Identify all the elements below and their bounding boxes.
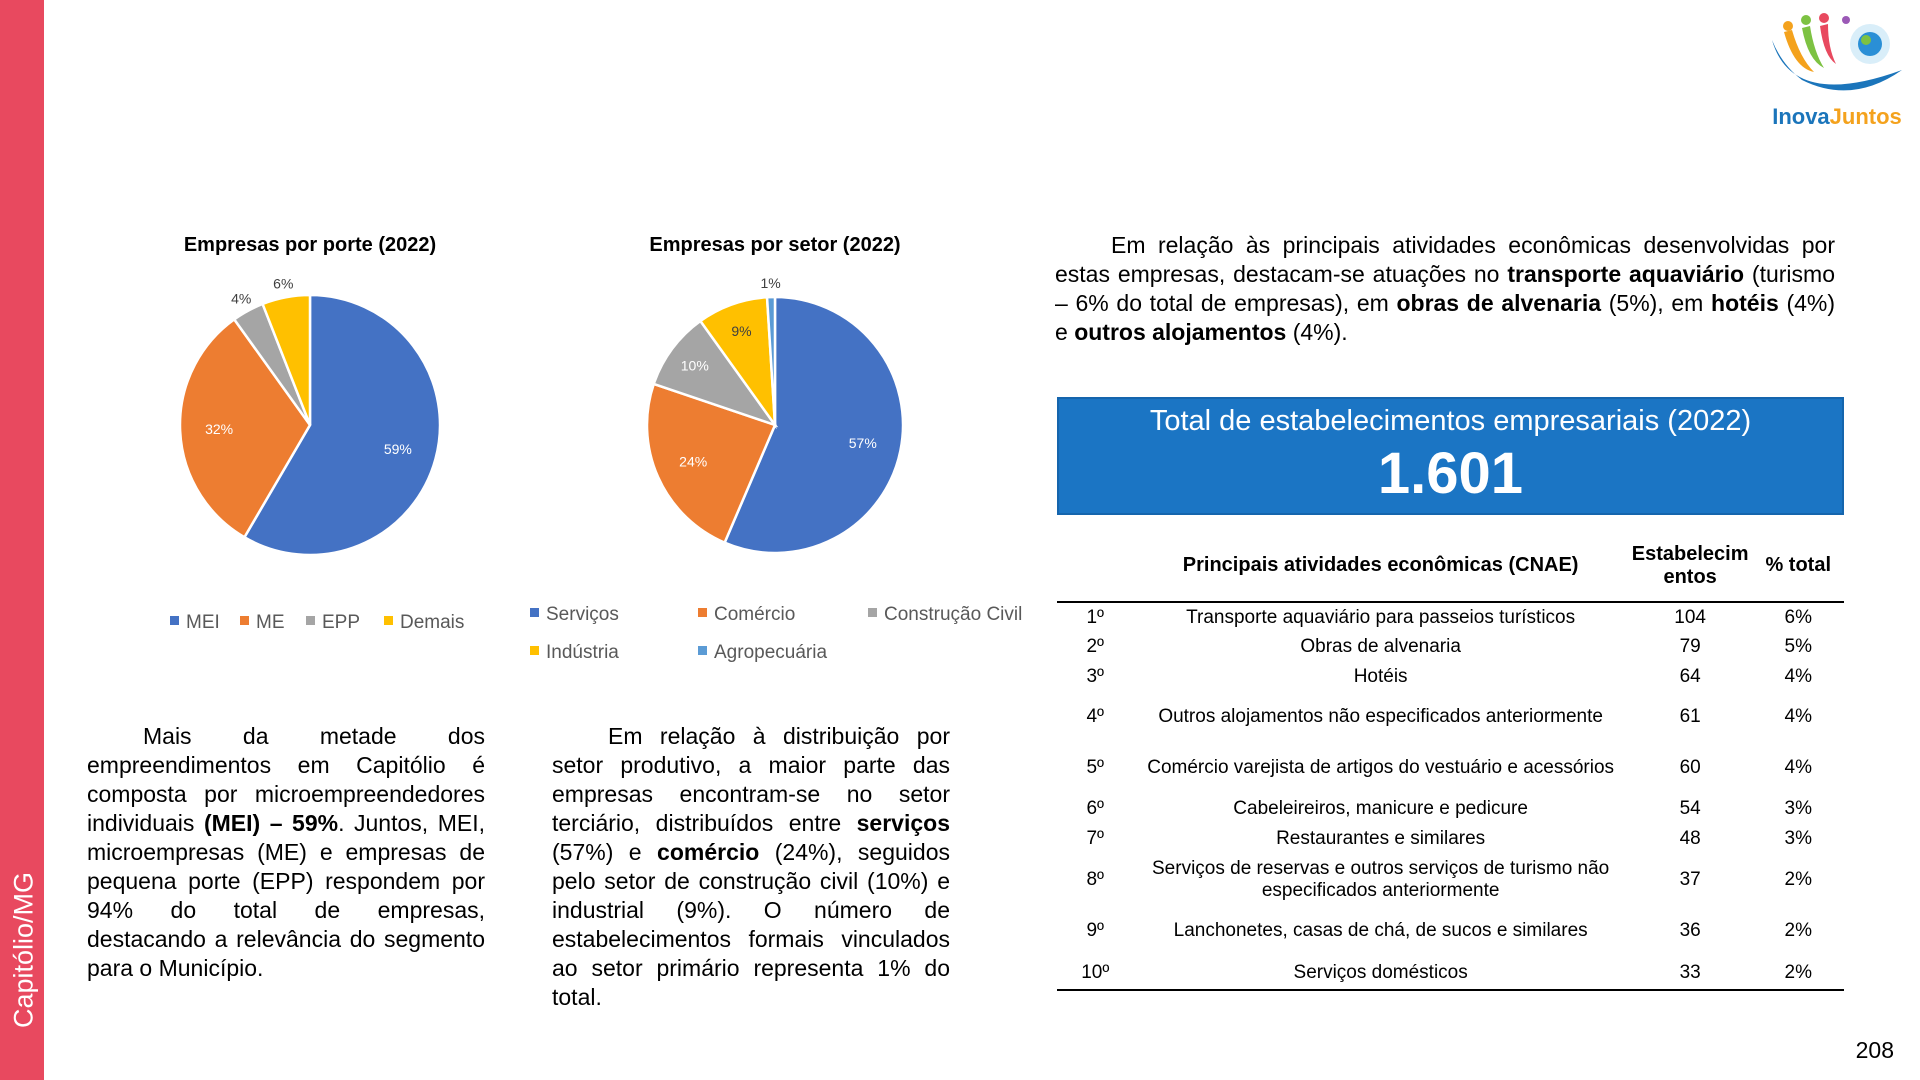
table-cell-activity: Serviços domésticos — [1293, 961, 1468, 983]
table-cell-count: 104 — [1674, 606, 1706, 628]
chart-porte-title: Empresas por porte (2022) — [183, 234, 437, 256]
table-cell-count: 37 — [1679, 869, 1701, 890]
page-number: 208 — [1855, 1037, 1894, 1063]
total-title: Total de estabelecimentos empresariais (2022) — [1149, 405, 1752, 437]
legend-swatch — [170, 616, 179, 625]
table-header-activity: Principais atividades econômicas (CNAE) — [1182, 554, 1579, 576]
total-value: 1.601 — [1377, 441, 1524, 506]
total-establishments-box — [1057, 397, 1844, 515]
pie-label-construção-civil: 10% — [680, 357, 709, 374]
legend-item-comércio — [698, 604, 795, 626]
table-row — [1057, 824, 1844, 854]
legend-label: EPP — [322, 612, 361, 633]
table-cell-rank: 6º — [1086, 798, 1104, 819]
table-cell-activity: Cabeleireiros, manicure e pedicure — [1233, 798, 1528, 819]
table-cell-rank: 4º — [1086, 706, 1104, 727]
legend-item-serviços — [530, 604, 619, 626]
legend-label: Construção Civil — [884, 604, 1023, 625]
table-header-rank — [1057, 530, 1133, 602]
legend-swatch — [868, 608, 877, 617]
pie-label-indústria: 9% — [731, 322, 752, 339]
table-row — [1057, 956, 1844, 990]
table-cell-pct: 2% — [1784, 920, 1812, 941]
legend-item-epp — [306, 612, 360, 634]
legend-label: Demais — [400, 612, 465, 633]
paragraph-setor: Em relação à distribuição por setor produtivo, a maior parte das empresas encontram-se no setor terciário, distribuídos entre serviços (57%) e comércio (24%), seguidos pelo setor de construção civil (10%) e industrial (9%). O número de estabelecimentos formais vinculados ao setor primário representa 1% do total. — [552, 723, 950, 1010]
table-cell-pct: 4% — [1784, 666, 1812, 687]
sidebar-label: Capitólio/MG — [8, 871, 39, 1029]
legend-item-agropecuária — [698, 642, 827, 664]
pie-label-serviços: 57% — [848, 434, 877, 451]
legend-swatch — [530, 646, 539, 655]
logo — [1762, 10, 1912, 135]
legend-item-me — [240, 612, 285, 634]
table-cell-count: 79 — [1679, 636, 1701, 657]
legend-swatch — [240, 616, 249, 625]
table-header-pct: % total — [1765, 554, 1832, 576]
logo-wordmark: InovaJuntos — [1772, 104, 1902, 129]
pie-label-me: 32% — [205, 421, 234, 438]
pie-label-demais: 6% — [273, 275, 294, 292]
paragraph-porte: Mais da metade dos empreendimentos em Capitólio é composta por microempreendedores individuais (MEI) – 59%. Juntos, MEI, microempresas (ME) e empresas de pequena porte (EPP) respondem por 94% do total de empresas, destacando a relevância do segmento para o Município. — [87, 723, 485, 981]
table-cell-rank: 10º — [1081, 961, 1110, 983]
table-row — [1057, 692, 1844, 742]
legend-porte — [170, 612, 490, 642]
table-cell-rank: 3º — [1086, 666, 1104, 687]
legend-item-mei — [170, 612, 220, 634]
legend-label: Comércio — [714, 604, 796, 625]
table-cell-count: 48 — [1679, 828, 1701, 849]
table-cell-activity: Restaurantes e similares — [1276, 828, 1486, 849]
pie-label-epp: 4% — [231, 290, 252, 307]
legend-item-demais — [384, 612, 464, 634]
chart-setor-title: Empresas por setor (2022) — [649, 234, 901, 256]
legend-label: Indústria — [546, 642, 619, 663]
table-cell-pct: 3% — [1784, 798, 1812, 819]
legend-item-indústria — [530, 642, 619, 664]
table-cell-pct: 4% — [1784, 706, 1812, 727]
table-cell-rank: 5º — [1086, 757, 1104, 778]
table-cell-activity: Serviços de reservas e outros serviços de turismo não especificados anteriormente — [1152, 858, 1610, 901]
table-cell-pct: 2% — [1784, 961, 1812, 983]
legend-label: ME — [256, 612, 285, 633]
table-row — [1057, 742, 1844, 794]
table-cell-activity: Obras de alvenaria — [1300, 636, 1461, 657]
table-cell-activity: Hotéis — [1353, 666, 1408, 687]
table-cell-activity: Lanchonetes, casas de chá, de sucos e similares — [1173, 920, 1588, 941]
table-cell-activity: Comércio varejista de artigos do vestuário e acessórios — [1147, 757, 1615, 778]
table-cell-pct: 2% — [1784, 869, 1812, 890]
table-cell-rank: 7º — [1086, 828, 1104, 849]
table-cell-rank: 8º — [1086, 869, 1104, 890]
table-cell-count: 61 — [1679, 706, 1701, 727]
table-row — [1057, 794, 1844, 824]
pie-label-agropecuária: 1% — [760, 275, 781, 292]
legend-label: MEI — [186, 612, 220, 633]
table-cell-rank: 1º — [1086, 606, 1104, 628]
table-cell-pct: 3% — [1784, 828, 1812, 849]
pie-chart-setor — [630, 262, 930, 572]
legend-swatch — [698, 608, 707, 617]
legend-label: Agropecuária — [714, 642, 828, 663]
table-cell-rank: 9º — [1086, 920, 1104, 941]
table-cell-activity: Outros alojamentos não especificados anteriormente — [1158, 706, 1603, 727]
table-row — [1057, 906, 1844, 956]
logo-graphic — [1762, 10, 1912, 110]
table-cell-count: 60 — [1679, 757, 1701, 778]
table-cell-pct: 6% — [1784, 606, 1812, 628]
table-cell-count: 64 — [1679, 666, 1701, 687]
legend-swatch — [384, 616, 393, 625]
table-row — [1057, 662, 1844, 692]
table-cell-count: 33 — [1679, 961, 1701, 983]
legend-item-construção-civil — [868, 604, 1022, 626]
paragraph-atividades: Em relação às principais atividades econômicas desenvolvidas por estas empresas, destacam-se atuações no transporte aquaviário (turismo – 6% do total de empresas), em obras de alvenaria (5%), em hotéis (4%) e outros alojamentos (4%). — [1055, 232, 1836, 345]
table-cell-pct: 5% — [1784, 636, 1812, 657]
table-cell-rank: 2º — [1086, 636, 1104, 657]
cnae-table — [1057, 530, 1844, 991]
table-cell-count: 54 — [1679, 798, 1701, 819]
legend-swatch — [306, 616, 315, 625]
table-row — [1057, 854, 1844, 906]
table-cell-activity: Transporte aquaviário para passeios turísticos — [1186, 606, 1576, 628]
legend-swatch — [530, 608, 539, 617]
legend-setor — [530, 604, 1050, 674]
table-header-count: Estabelecim entos — [1631, 542, 1749, 588]
table-row — [1057, 632, 1844, 662]
table-cell-count: 36 — [1679, 920, 1701, 941]
table-row — [1057, 602, 1844, 632]
table-cell-pct: 4% — [1784, 757, 1812, 778]
pie-label-comércio: 24% — [679, 453, 708, 470]
pie-label-mei: 59% — [383, 440, 412, 457]
sidebar-label-wrap — [6, 860, 42, 1040]
legend-swatch — [698, 646, 707, 655]
pie-chart-porte — [150, 270, 470, 580]
legend-label: Serviços — [546, 604, 619, 625]
